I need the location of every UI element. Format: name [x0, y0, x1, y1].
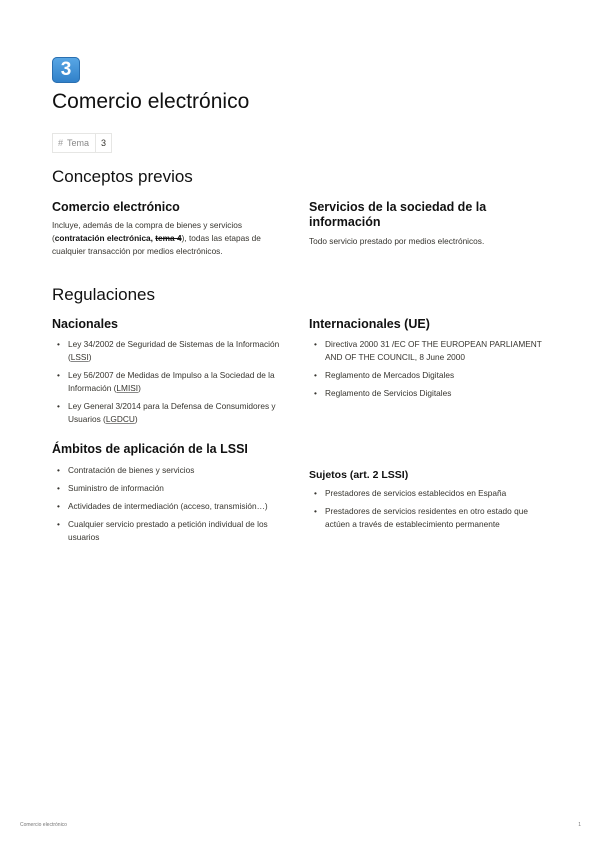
abbr-link[interactable]: LGDCU — [105, 414, 135, 424]
list-item: • Prestadores de servicios residentes en otro estado que actúen a través de establecimiento permanente — [309, 505, 551, 531]
sujetos-list — [309, 487, 551, 536]
property-name-label: Tema — [67, 138, 90, 148]
list-item: • Cualquier servicio prestado a petición individual de los usuarios — [52, 518, 288, 544]
property-row[interactable] — [52, 133, 112, 153]
list-item: • Ley General 3/2014 para la Defensa de Consumidores y Usuarios (LGDCU) — [52, 400, 288, 426]
list-item: • Contratación de bienes y servicios — [52, 464, 288, 477]
page-icon: 3 — [52, 57, 80, 83]
nacionales-list — [52, 338, 288, 431]
abbr-link[interactable]: LSSI — [70, 352, 89, 362]
list-item: • Ley 34/2002 de Seguridad de Sistemas de la Información (LSSI) — [52, 338, 288, 364]
concept-heading-servicios: Servicios de la sociedad de la información — [309, 200, 487, 229]
footer-title: Comercio electrónico — [20, 822, 67, 828]
hash-icon: # — [58, 138, 64, 148]
page-title: Comercio electrónico — [52, 90, 250, 113]
list-item: • Suministro de información — [52, 482, 288, 495]
property-value: 3 — [101, 138, 107, 148]
abbr-link[interactable]: LMISI — [116, 383, 139, 393]
concept-text-servicios: Todo servicio prestado por medios electrónicos. — [309, 236, 485, 246]
concept-text-b: ), todas las etapas de cualquier transacción por medios electrónicos. — [52, 233, 261, 256]
concept-text-bold: contratación electrónica, tema 4 — [54, 233, 182, 243]
property-name — [53, 134, 96, 152]
list-item: • Prestadores de servicios establecidos en España — [309, 487, 551, 500]
list-item: • Directiva 2000 31 /EC OF THE EUROPEAN PARLIAMENT AND OF THE COUNCIL, 8 June 2000 — [309, 338, 551, 364]
concept-text-comercio — [52, 219, 284, 258]
list-item: • Reglamento de Mercados Digitales — [309, 369, 551, 382]
list-item: • Ley 56/2007 de Medidas de Impulso a la Sociedad de la Información (LMISI) — [52, 369, 288, 395]
sujetos-heading: Sujetos (art. 2 LSSI) — [309, 469, 409, 481]
footer-page-number: 1 — [578, 822, 581, 828]
section-heading-regulaciones: Regulaciones — [52, 285, 156, 304]
concept-heading-comercio: Comercio electrónico — [52, 200, 180, 214]
concept-text-a: Incluye, además de la compra de bienes y servicios ( — [52, 220, 243, 243]
internacionales-list — [309, 338, 551, 405]
list-item: • Reglamento de Servicios Digitales — [309, 387, 551, 400]
ambitos-list — [52, 464, 288, 549]
list-item: • Actividades de intermediación (acceso, transmisión…) — [52, 500, 288, 513]
internacionales-heading: Internacionales (UE) — [309, 317, 430, 331]
nacionales-heading: Nacionales — [52, 317, 119, 331]
section-heading-conceptos: Conceptos previos — [52, 167, 193, 186]
ambitos-heading: Ámbitos de aplicación de la LSSI — [52, 442, 248, 456]
concept-text-strike: tema 4 — [155, 233, 182, 243]
